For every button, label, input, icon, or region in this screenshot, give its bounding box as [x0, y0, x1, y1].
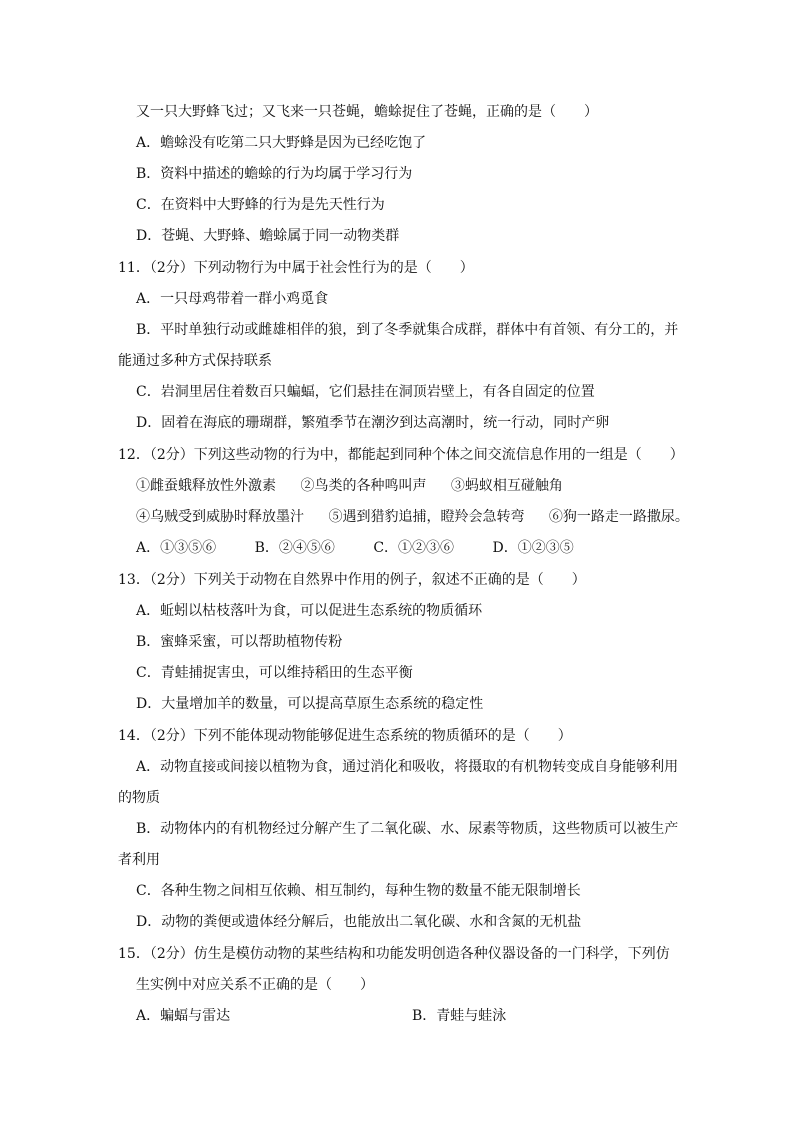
- q12-options-row: [136, 538, 574, 558]
- q12-item-6: ⑥狗一路走一路撒尿。: [548, 509, 689, 525]
- q12-item-5: ⑤遇到猎豹追捕，瞪羚会急转弯: [328, 509, 525, 525]
- q11-stem: 11．（2分）下列动物行为中属于社会性行为的是（ ）: [118, 260, 474, 276]
- q10-option-d: D．苍蝇、大野蜂、蟾蜍属于同一动物类群: [136, 228, 400, 244]
- q12-option-c: C．①②③⑥: [373, 540, 455, 556]
- q12-item-2: ②鸟类的各种鸣叫声: [300, 478, 427, 494]
- q15-stem-line2: 生实例中对应关系不正确的是（ ）: [136, 977, 374, 993]
- q14-option-a-line2: 的物质: [118, 790, 160, 806]
- q11-option-d: D．固着在海底的珊瑚群，繁殖季节在潮汐到达高潮时，统一行动，同时产卵: [136, 415, 610, 431]
- q14-stem: 14．（2分）下列不能体现动物能够促进生态系统的物质循环的是（ ）: [118, 728, 572, 744]
- q14-option-b-line2: 者利用: [118, 852, 160, 868]
- q13-option-c: C．青蛙捕捉害虫，可以维持稻田的生态平衡: [136, 665, 413, 681]
- q12-item-3: ③蚂蚁相互碰触角: [450, 478, 563, 494]
- q14-option-c: C．各种生物之间相互依赖、相互制约，每种生物的数量不能无限制增长: [136, 883, 581, 899]
- q14-option-b-line1: B．动物体内的有机物经过分解产生了二氧化碳、水、尿素等物质，这些物质可以被生产: [136, 821, 679, 837]
- q10-option-b: B．资料中描述的蟾蜍的行为均属于学习行为: [136, 166, 413, 182]
- q13-option-a: A．蚯蚓以枯枝落叶为食，可以促进生态系统的物质循环: [136, 603, 483, 619]
- q11-option-b-line2: 能通过多种方式保持联系: [118, 353, 272, 369]
- q14-option-d: D．动物的粪便或遗体经分解后，也能放出二氧化碳、水和含氮的无机盐: [136, 914, 582, 930]
- q11-option-b-line1: B．平时单独行动或雌雄相伴的狼，到了冬季就集合成群，群体中有首领、有分工的，并: [136, 322, 679, 338]
- q10-option-c: C．在资料中大野蜂的行为是先天性行为: [136, 197, 385, 213]
- q13-option-b: B．蜜蜂采蜜，可以帮助植物传粉: [136, 634, 343, 650]
- q12-items-row1: [136, 476, 563, 496]
- q12-option-b: B．②④⑤⑥: [254, 540, 335, 556]
- q10-stem-continuation: 又一只大野蜂飞过；又飞来一只苍蝇，蟾蜍捉住了苍蝇，正确的是（ ）: [136, 104, 598, 120]
- q12-item-1: ①雌蚕蛾释放性外激素: [136, 478, 276, 494]
- q13-stem: 13．（2分）下列关于动物在自然界中作用的例子，叙述不正确的是（ ）: [118, 572, 586, 588]
- q11-option-a: A．一只母鸡带着一群小鸡觅食: [136, 291, 329, 307]
- q12-item-4: ④乌贼受到威胁时释放墨汁: [136, 509, 304, 525]
- q10-option-a: A．蟾蜍没有吃第二只大野蜂是因为已经吃饱了: [136, 135, 427, 151]
- q11-option-c: C．岩洞里居住着数百只蝙蝠，它们悬挂在洞顶岩壁上，有各自固定的位置: [136, 384, 595, 400]
- q15-option-a: A．蝙蝠与雷达: [136, 1008, 231, 1024]
- q12-option-d: D．①②③⑤: [492, 540, 574, 556]
- q12-option-a: A．①③⑤⑥: [136, 540, 217, 556]
- q14-option-a-line1: A．动物直接或间接以植物为食，通过消化和吸收，将摄取的有机物转变成自身能够利用: [136, 759, 679, 775]
- q12-stem: 12．（2分）下列这些动物的行为中，都能起到同种个体之间交流信息作用的一组是（ ）: [118, 447, 684, 463]
- q15-stem-line1: 15．（2分）仿生是模仿动物的某些结构和功能发明创造各种仪器设备的一门科学，下列仿: [118, 946, 670, 962]
- q12-items-row2: [136, 507, 689, 527]
- q13-option-d: D．大量增加羊的数量，可以提高草原生态系统的稳定性: [136, 696, 484, 712]
- q15-option-b: B．青蛙与蛙泳: [412, 1008, 507, 1024]
